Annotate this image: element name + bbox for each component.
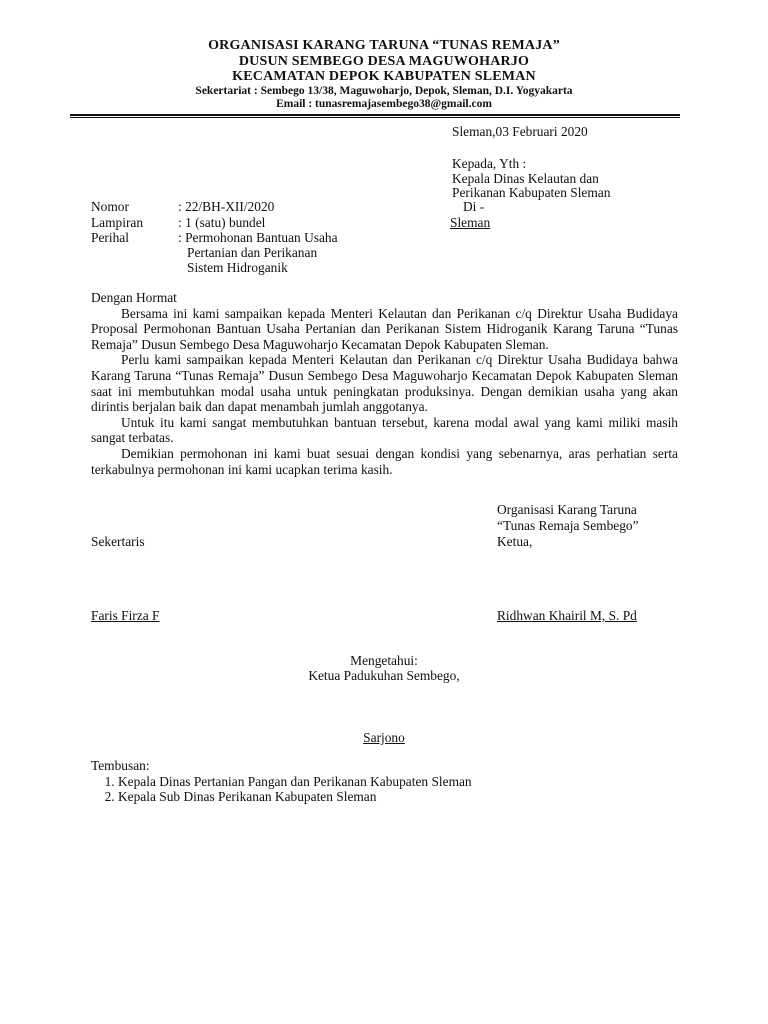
padukuhan-name: Sarjono	[363, 730, 405, 745]
tembusan-title: Tembusan:	[91, 758, 150, 773]
letterhead-divider-thick	[70, 114, 680, 116]
lampiran-label: Lampiran	[91, 215, 144, 230]
letterhead-email: Email : tunasremajasembego38@gmail.com	[276, 97, 492, 110]
letter-date: Sleman,03 Februari 2020	[452, 124, 588, 139]
padukuhan-label: Ketua Padukuhan Sembego,	[308, 668, 460, 683]
recipient-line3: Perikanan Kabupaten Sleman	[452, 185, 611, 200]
sekertaris-name: Faris Firza F	[91, 608, 160, 623]
paragraph-4: Demikian permohonan ini kami buat sesuai dengan kondisi yang sebenarnya, aras perhatian serta terkabulnya permohonan ini kami ucapkan terima kasih.	[91, 445, 678, 477]
perihal-value-line2: Pertanian dan Perikanan	[187, 245, 318, 260]
paragraph-1: Bersama ini kami sampaikan kepada Menteri Kelautan dan Perikanan c/q Direktur Usaha Budidaya Proposal Permohonan Bantuan Usaha Pertanian dan Perikanan Sistem Hidroganik Karang Taruna “Tunas Remaja” Dusun Sembego Desa Maguwoharjo Kecamatan Depok Kabupaten Sleman.	[91, 305, 678, 352]
nomor-label: Nomor	[91, 199, 129, 214]
letterhead-address: Sekertariat : Sembego 13/38, Maguwoharjo, Depok, Sleman, D.I. Yogyakarta	[195, 84, 573, 97]
ketua-name: Ridhwan Khairil M, S. Pd	[497, 608, 637, 623]
perihal-label: Perihal	[91, 230, 129, 245]
letter-body	[91, 290, 678, 477]
paragraph-2: Perlu kami sampaikan kepada Menteri Kelautan dan Perikanan c/q Direktur Usaha Budidaya bahwa Karang Taruna “Tunas Remaja” Dusun Sembego Desa Maguwoharjo Kecamatan Depok Kabupaten Sleman saat ini membutuhkan modal usaha untuk peningkatan produksinya. Dengan demikian usaha yang akan dirintis berjalan baik dan dapat menambah jumlah anggotanya.	[91, 352, 678, 415]
tembusan-section	[91, 758, 472, 805]
perihal-value: : Permohonan Bantuan Usaha	[178, 230, 338, 245]
meta-lampiran	[91, 215, 265, 231]
mengetahui-label: Mengetahui:	[350, 653, 418, 668]
greeting: Dengan Hormat	[91, 290, 177, 305]
tembusan-item: 1. Kepala Dinas Pertanian Pangan dan Perikanan Kabupaten Sleman	[118, 774, 472, 790]
recipient-line4: Di -	[463, 199, 485, 214]
recipient-city: Sleman	[450, 215, 491, 230]
letterhead-dusun: DUSUN SEMBEGO DESA MAGUWOHARJO	[238, 53, 530, 69]
letterhead	[0, 38, 768, 111]
meta-nomor	[91, 199, 274, 215]
meta-perihal	[91, 230, 338, 246]
recipient-line2: Kepala Dinas Kelautan dan	[452, 171, 599, 186]
tembusan-list	[91, 774, 472, 805]
sekertaris-label: Sekertaris	[91, 534, 145, 549]
letterhead-divider-thin	[70, 117, 680, 118]
letterhead-kecamatan: KECAMATAN DEPOK KABUPATEN SLEMAN	[232, 69, 536, 84]
ketua-label: Ketua,	[497, 534, 533, 549]
lampiran-value: : 1 (satu) bundel	[178, 215, 266, 230]
tembusan-item: 2. Kepala Sub Dinas Perikanan Kabupaten Sleman	[118, 789, 472, 805]
nomor-value: : 22/BH-XII/2020	[178, 199, 275, 214]
letterhead-org-name: ORGANISASI KARANG TARUNA “TUNAS REMAJA”	[208, 38, 560, 53]
padukuhan-name-wrap	[0, 730, 768, 746]
paragraph-3: Untuk itu kami sangat membutuhkan bantuan tersebut, karena modal awal yang kami miliki masih sangat terbatas.	[91, 414, 678, 446]
recipient-line1: Kepada, Yth :	[452, 156, 527, 171]
signature-org-line1: Organisasi Karang Taruna	[497, 502, 637, 517]
signature-org-line2: “Tunas Remaja Sembego”	[497, 518, 639, 533]
perihal-value-line3: Sistem Hidroganik	[187, 260, 288, 275]
